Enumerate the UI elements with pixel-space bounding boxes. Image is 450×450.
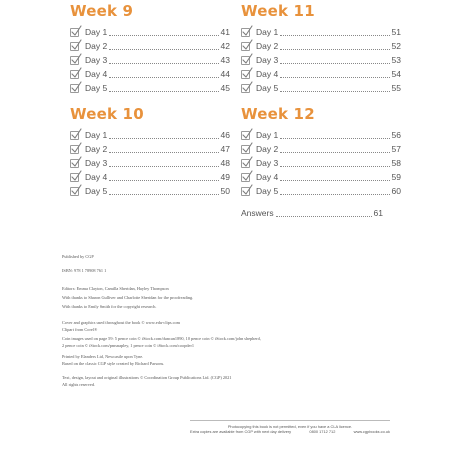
week-11-section bbox=[241, 2, 401, 95]
leader-dots bbox=[109, 187, 218, 195]
day-row bbox=[241, 156, 401, 170]
day-row bbox=[70, 156, 230, 170]
cover-credit: Cover and graphics used throughout the book © www.edu-clips.com bbox=[62, 320, 181, 325]
day-label: Day 1 bbox=[256, 27, 279, 37]
day-label: Day 5 bbox=[85, 83, 108, 93]
checkbox-tick-icon[interactable] bbox=[70, 145, 79, 154]
checkbox-tick-icon[interactable] bbox=[70, 159, 79, 168]
leader-dots bbox=[109, 70, 218, 78]
checkbox-tick-icon[interactable] bbox=[241, 145, 250, 154]
week-12-section bbox=[241, 105, 401, 198]
photocopy-notice: Photocopying this book is not permitted, even if you have a CLA licence. bbox=[227, 424, 353, 429]
leader-dots bbox=[109, 159, 218, 167]
publisher-line: Published by CGP bbox=[62, 254, 94, 259]
page-number: 50 bbox=[220, 186, 230, 196]
website-link[interactable]: www.cgpbooks.co.uk bbox=[353, 429, 390, 434]
page-number: 41 bbox=[220, 27, 230, 37]
printer-line: Printed by Elanders Ltd, Newcastle upon Tyne. bbox=[62, 354, 144, 359]
day-row bbox=[70, 142, 230, 156]
day-label: Day 3 bbox=[256, 55, 279, 65]
day-row bbox=[70, 81, 230, 95]
checkbox-tick-icon[interactable] bbox=[70, 173, 79, 182]
day-label: Day 3 bbox=[256, 158, 279, 168]
day-row bbox=[241, 184, 401, 198]
day-label: Day 3 bbox=[85, 158, 108, 168]
day-row bbox=[241, 39, 401, 53]
answers-entry bbox=[241, 207, 383, 219]
day-row bbox=[241, 81, 401, 95]
week-title: Week 12 bbox=[241, 105, 315, 123]
checkbox-tick-icon[interactable] bbox=[241, 187, 250, 196]
day-row bbox=[241, 67, 401, 81]
page-number: 43 bbox=[220, 55, 230, 65]
checkbox-tick-icon[interactable] bbox=[70, 56, 79, 65]
coin-credit-2: 2 pence coin © iStock.com/pmsnapley, 1 pence coin © iStock.com/coopder1 bbox=[62, 343, 195, 348]
page-number: 46 bbox=[220, 130, 230, 140]
day-label: Day 5 bbox=[85, 186, 108, 196]
checkbox-tick-icon[interactable] bbox=[70, 42, 79, 51]
checkbox-tick-icon[interactable] bbox=[70, 131, 79, 140]
leader-dots bbox=[280, 42, 389, 50]
checkbox-tick-icon[interactable] bbox=[241, 28, 250, 37]
leader-dots bbox=[280, 70, 389, 78]
day-label: Day 1 bbox=[85, 130, 108, 140]
page-number: 51 bbox=[391, 27, 401, 37]
checkbox-tick-icon[interactable] bbox=[70, 187, 79, 196]
day-label: Day 3 bbox=[85, 55, 108, 65]
leader-dots bbox=[280, 187, 389, 195]
day-label: Day 4 bbox=[85, 69, 108, 79]
copyright-line: Text, design, layout and original illustrations © Coordination Group Publications Ltd. (CGP) 2021 bbox=[62, 375, 232, 380]
checkbox-tick-icon[interactable] bbox=[70, 84, 79, 93]
day-label: Day 4 bbox=[85, 172, 108, 182]
editors-line: Editors: Emma Clayton, Camilla Sheridan, Hayley Thompson bbox=[62, 286, 169, 291]
leader-dots bbox=[109, 131, 218, 139]
day-row bbox=[70, 67, 230, 81]
day-label: Day 2 bbox=[85, 144, 108, 154]
page-number: 53 bbox=[391, 55, 401, 65]
leader-dots bbox=[109, 28, 218, 36]
page-number: 60 bbox=[391, 186, 401, 196]
coin-credit-1: Coin images used on page 59: 5 pence coin © iStock.com/duncan1890, 10 pence coin © iStock.com/john shepherd, bbox=[62, 336, 261, 341]
page-number: 44 bbox=[220, 69, 230, 79]
day-row bbox=[70, 25, 230, 39]
answers-label: Answers bbox=[241, 208, 274, 218]
leader-dots bbox=[276, 209, 372, 217]
day-row bbox=[241, 170, 401, 184]
leader-dots bbox=[280, 145, 389, 153]
day-row bbox=[70, 128, 230, 142]
week-title: Week 10 bbox=[70, 105, 144, 123]
checkbox-tick-icon[interactable] bbox=[241, 56, 250, 65]
leader-dots bbox=[109, 173, 218, 181]
checkbox-tick-icon[interactable] bbox=[241, 173, 250, 182]
page-number: 48 bbox=[220, 158, 230, 168]
checkbox-tick-icon[interactable] bbox=[241, 84, 250, 93]
day-label: Day 5 bbox=[256, 186, 279, 196]
phone-number: 0800 1712 712 bbox=[309, 429, 336, 434]
page-number: 57 bbox=[391, 144, 401, 154]
day-row bbox=[70, 184, 230, 198]
day-row bbox=[241, 25, 401, 39]
week-title: Week 11 bbox=[241, 2, 315, 20]
style-line: Based on the classic CGP style created by Richard Parsons. bbox=[62, 361, 165, 366]
page-number: 59 bbox=[391, 172, 401, 182]
thanks-proofreading: With thanks to Sharon Gulliver and Charlotte Sheridan for the proofreading. bbox=[62, 295, 194, 300]
footer-notice bbox=[190, 420, 390, 434]
rights-line: All rights reserved. bbox=[62, 382, 96, 387]
leader-dots bbox=[280, 56, 389, 64]
day-label: Day 1 bbox=[85, 27, 108, 37]
day-label: Day 2 bbox=[256, 41, 279, 51]
day-label: Day 1 bbox=[256, 130, 279, 140]
day-row bbox=[241, 142, 401, 156]
leader-dots bbox=[109, 145, 218, 153]
leader-dots bbox=[280, 28, 389, 36]
week-10-section bbox=[70, 105, 230, 198]
day-row bbox=[241, 53, 401, 67]
answers-page: 61 bbox=[373, 208, 383, 218]
leader-dots bbox=[109, 56, 218, 64]
leader-dots bbox=[280, 159, 389, 167]
day-label: Day 2 bbox=[256, 144, 279, 154]
footer-contact bbox=[190, 429, 390, 434]
page-number: 56 bbox=[391, 130, 401, 140]
day-label: Day 5 bbox=[256, 83, 279, 93]
isbn-line: ISBN: 978 1 78908 761 1 bbox=[62, 268, 107, 273]
day-row bbox=[70, 170, 230, 184]
extra-copies-text: Extra copies are available from CGP with next day delivery bbox=[190, 429, 292, 434]
page-number: 54 bbox=[391, 69, 401, 79]
page-number: 52 bbox=[391, 41, 401, 51]
page-number: 47 bbox=[220, 144, 230, 154]
day-label: Day 2 bbox=[85, 41, 108, 51]
checkbox-tick-icon[interactable] bbox=[70, 28, 79, 37]
leader-dots bbox=[280, 131, 389, 139]
week-9-section bbox=[70, 2, 230, 95]
leader-dots bbox=[109, 42, 218, 50]
week-title: Week 9 bbox=[70, 2, 134, 20]
page-number: 49 bbox=[220, 172, 230, 182]
page-number: 42 bbox=[220, 41, 230, 51]
leader-dots bbox=[109, 84, 218, 92]
page-number: 58 bbox=[391, 158, 401, 168]
checkbox-tick-icon[interactable] bbox=[241, 70, 250, 79]
page-number: 55 bbox=[391, 83, 401, 93]
page-number: 45 bbox=[220, 83, 230, 93]
checkbox-tick-icon[interactable] bbox=[241, 42, 250, 51]
checkbox-tick-icon[interactable] bbox=[241, 131, 250, 140]
day-label: Day 4 bbox=[256, 172, 279, 182]
thanks-copyright: With thanks to Emily Smith for the copyright research. bbox=[62, 304, 157, 309]
day-label: Day 4 bbox=[256, 69, 279, 79]
day-row bbox=[70, 53, 230, 67]
checkbox-tick-icon[interactable] bbox=[241, 159, 250, 168]
checkbox-tick-icon[interactable] bbox=[70, 70, 79, 79]
day-row bbox=[241, 128, 401, 142]
day-row bbox=[70, 39, 230, 53]
clipart-credit: Clipart from Corel® bbox=[62, 327, 98, 332]
leader-dots bbox=[280, 84, 389, 92]
leader-dots bbox=[280, 173, 389, 181]
